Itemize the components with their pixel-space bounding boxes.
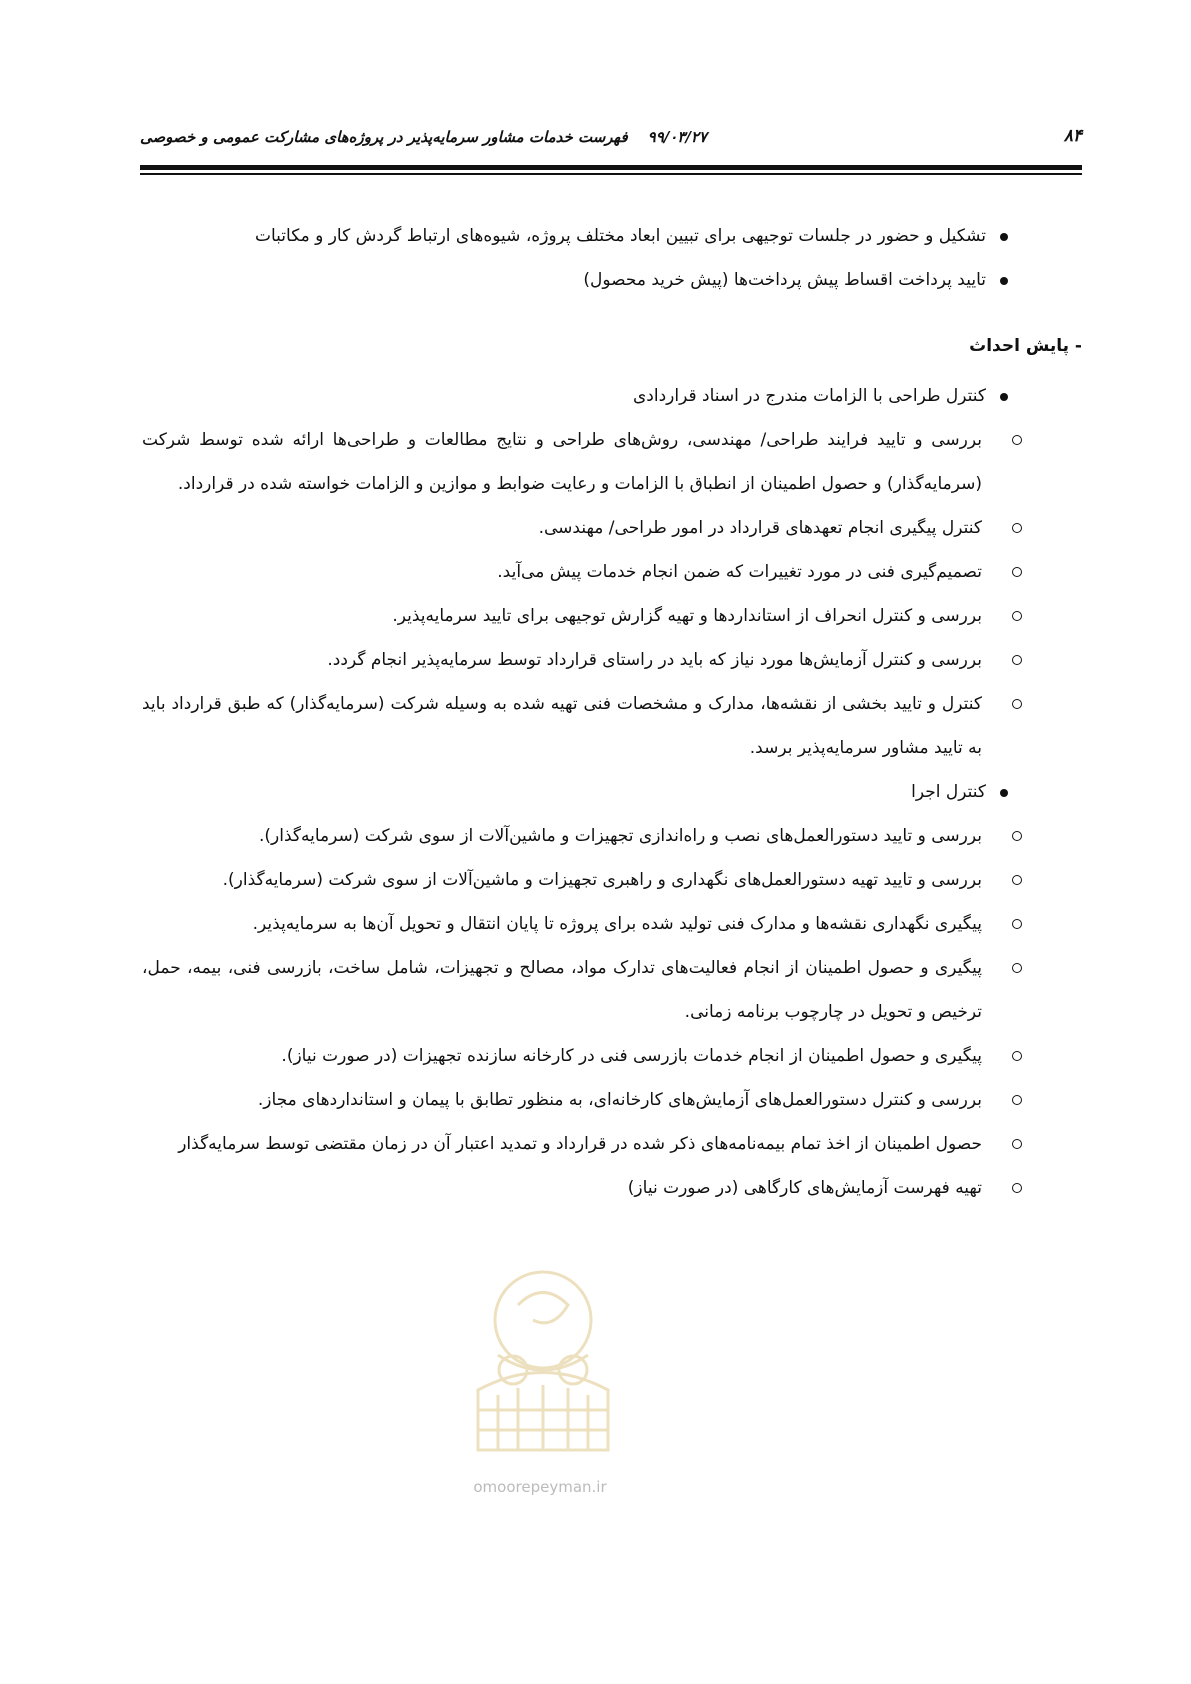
list-item — [142, 1166, 1022, 1210]
list-item-text: پیگیری و حصول اطمینان از انجام فعالیت‌های تدارک مواد، مصالح و تجهیزات، شامل ساخت، بازرسی فنی، بیمه، حمل، ترخیص و تحویل در چارچوب برنامه زمانی. — [142, 958, 982, 1022]
header-rule-thick — [140, 165, 1082, 170]
list-item-text: تایید پرداخت اقساط پیش پرداخت‌ها (پیش خرید محصول) — [583, 270, 986, 290]
circle-bullet-icon — [1012, 435, 1022, 445]
list-item-text: بررسی و تایید فرایند طراحی/ مهندسی، روش‌های طراحی و نتایج مطالعات و طراحی‌ها ارائه شده توسط شرکت (سرمایه‌گذار) و حصول اطمینان از انطباق با الزامات و رعایت ضوابط و موازین و الزامات خواسته شده در قرارداد. — [142, 430, 982, 494]
list-item — [142, 1078, 1022, 1122]
circle-bullet-icon — [1012, 1139, 1022, 1149]
list-item-text: حصول اطمینان از اخذ تمام بیمه‌نامه‌های ذکر شده در قرارداد و تمدید اعتبار آن در زمان مقتضی توسط سرمایه‌گذار — [178, 1134, 982, 1154]
header-title-text: فهرست خدمات مشاور سرمایه‌پذیر در پروژه‌های مشارکت عمومی و خصوصی — [140, 128, 628, 146]
circle-bullet-icon — [1012, 699, 1022, 709]
circle-bullet-icon — [1012, 567, 1022, 577]
group-label: کنترل طراحی با الزامات مندرج در اسناد قراردادی — [632, 386, 986, 406]
circle-bullet-icon — [1012, 1051, 1022, 1061]
list-item — [142, 814, 1022, 858]
group-heading-execution-control — [142, 770, 1082, 814]
group-heading-design-control — [142, 374, 1082, 418]
list-item — [142, 946, 1022, 1034]
list-item — [142, 638, 1022, 682]
page-body — [142, 214, 1082, 1210]
list-item-text: تشکیل و حضور در جلسات توجیهی برای تبیین ابعاد مختلف پروژه، شیوه‌های ارتباط گردش کار و مکاتبات — [254, 226, 986, 246]
list-item-text: تهیه فهرست آزمایش‌های کارگاهی (در صورت نیاز) — [627, 1178, 982, 1198]
group-label: کنترل اجرا — [911, 782, 986, 802]
list-item — [142, 258, 1082, 302]
list-item-text: بررسی و تایید دستورالعمل‌های نصب و راه‌اندازی تجهیزات و ماشین‌آلات از سوی شرکت (سرمایه‌گذار). — [259, 826, 982, 846]
list-item — [142, 1122, 1022, 1166]
list-item — [142, 858, 1022, 902]
header-date: ۹۹/۰۳/۲۷ — [647, 128, 707, 146]
circle-bullet-icon — [1012, 1095, 1022, 1105]
bullet-icon — [1000, 233, 1008, 241]
circle-bullet-icon — [1012, 611, 1022, 621]
header-title — [140, 128, 707, 146]
bullet-icon — [1000, 789, 1008, 797]
circle-bullet-icon — [1012, 831, 1022, 841]
list-item-text: بررسی و کنترل انحراف از استانداردها و تهیه گزارش توجیهی برای تایید سرمایه‌پذیر. — [392, 606, 982, 626]
list-item-text: تصمیم‌گیری فنی در مورد تغییرات که ضمن انجام خدمات پیش می‌آید. — [497, 562, 982, 582]
list-item-text: پیگیری نگهداری نقشه‌ها و مدارک فنی تولید شده برای پروژه تا پایان انتقال و تحویل آن‌ها به سرمایه‌پذیر. — [252, 914, 982, 934]
circle-bullet-icon — [1012, 875, 1022, 885]
list-item — [142, 902, 1022, 946]
circle-bullet-icon — [1012, 655, 1022, 665]
list-item — [142, 418, 1022, 506]
page-header — [140, 126, 1082, 156]
section-heading: - پایش احداث — [969, 336, 1082, 356]
list-item-text: پیگیری و حصول اطمینان از انجام خدمات بازرسی فنی در کارخانه سازنده تجهیزات (در صورت نیاز). — [281, 1046, 982, 1066]
circle-bullet-icon — [1012, 523, 1022, 533]
circle-bullet-icon — [1012, 963, 1022, 973]
watermark-url: omoorepeyman.ir — [473, 1478, 607, 1496]
list-item-text: بررسی و تایید تهیه دستورالعمل‌های نگهداری و راهبری تجهیزات و ماشین‌آلات از سوی شرکت (سرمایه‌گذار). — [222, 870, 982, 890]
list-item — [142, 1034, 1022, 1078]
list-item-text: بررسی و کنترل دستورالعمل‌های آزمایش‌های کارخانه‌ای، به منظور تطابق با پیمان و استانداردهای مجاز. — [257, 1090, 982, 1110]
list-item — [142, 506, 1022, 550]
list-item — [142, 682, 1022, 770]
bullet-icon — [1000, 393, 1008, 401]
watermark-logo — [458, 1260, 628, 1460]
page-number: ۸۴ — [1063, 126, 1082, 146]
list-item — [142, 550, 1022, 594]
list-item-text: کنترل پیگیری انجام تعهدهای قرارداد در امور طراحی/ مهندسی. — [538, 518, 982, 538]
list-item — [142, 594, 1022, 638]
circle-bullet-icon — [1012, 919, 1022, 929]
bullet-icon — [1000, 277, 1008, 285]
list-item-text: کنترل و تایید بخشی از نقشه‌ها، مدارک و مشخصات فنی تهیه شده به وسیله شرکت (سرمایه‌گذار) که طبق قرارداد باید به تایید مشاور سرمایه‌پذیر برسد. — [142, 694, 982, 758]
header-rule-thin — [140, 173, 1082, 175]
circle-bullet-icon — [1012, 1183, 1022, 1193]
list-item — [142, 214, 1082, 258]
list-item-text: بررسی و کنترل آزمایش‌ها مورد نیاز که باید در راستای قرارداد توسط سرمایه‌پذیر انجام گردد. — [327, 650, 982, 670]
